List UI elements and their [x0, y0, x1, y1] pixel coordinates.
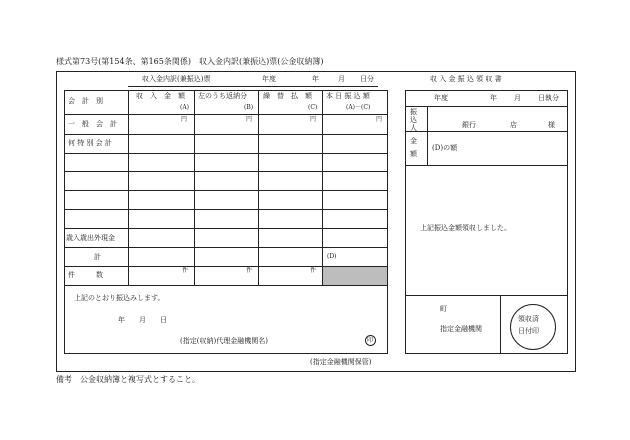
town-label: 町	[440, 305, 447, 313]
row-line-5	[64, 190, 388, 191]
header-shunyu-kingaku: 収 入 金 額	[136, 92, 185, 100]
left-title-underline	[128, 86, 378, 87]
receipt-line-1	[405, 106, 568, 107]
header-honjitsu: 本 日 振 込 額	[326, 92, 370, 100]
received-statement: 上記振込金額領収しました。	[420, 224, 511, 232]
row-line-1	[64, 114, 388, 115]
row-label-kensu: 件 数	[68, 271, 103, 279]
form-number-header: 様式第73号(第154条、第165条関係) 収入金内訳(兼振込)票(公金収納簿)	[56, 57, 324, 66]
ken-unit-a: 件	[182, 267, 189, 274]
stamp-line-2: 日付印	[518, 327, 539, 335]
row-line-7	[64, 228, 388, 229]
keeper-note: (指定金融機関保管)	[310, 358, 372, 366]
col-line-2	[194, 90, 195, 286]
right-form-title: 収 入 金 振 込 領 収 書	[430, 75, 502, 83]
receipt-line-4	[405, 295, 568, 296]
seal-label: 印	[367, 337, 374, 344]
branch-label: 店	[510, 121, 517, 129]
col-line-4	[322, 90, 323, 286]
yen-unit-d: 円	[376, 116, 383, 123]
row-label-ippan: 一 般 会 計	[68, 120, 117, 128]
total-d-code: (D)	[327, 253, 337, 260]
left-month-label: 年	[312, 75, 319, 83]
ken-unit-b: 件	[246, 267, 253, 274]
left-year-label: 年度	[262, 75, 276, 83]
col-line-1	[128, 90, 129, 286]
designated-bank-label: 指定金融機関	[440, 325, 482, 333]
receipt-vline-2	[500, 295, 501, 354]
left-form-title: 収入金内訳(兼振込)票	[142, 75, 211, 83]
stamp-line-1: 領収済	[518, 315, 539, 323]
row-line-4	[64, 171, 388, 172]
row-line-6	[64, 209, 388, 210]
header-henno-code: (B)	[244, 104, 254, 111]
receipt-day-label: 月	[514, 94, 521, 102]
header-kurikae: 繰 替 払 額	[263, 92, 312, 100]
d-amount-label: (D)の額	[432, 144, 458, 152]
left-day-label: 月	[338, 75, 345, 83]
sama-label: 様	[548, 121, 555, 129]
yen-unit-c: 円	[310, 116, 317, 123]
agent-bank-name: (指定(収納)代理金融機関名)	[180, 337, 268, 345]
bank-label: 銀行	[462, 121, 476, 129]
receipt-line-3	[405, 165, 568, 166]
receipt-year-label: 年度	[434, 94, 448, 102]
yen-unit-a: 円	[181, 116, 188, 123]
col-line-3	[258, 90, 259, 286]
receipt-vline-1	[427, 106, 428, 165]
row-line-8	[64, 247, 388, 248]
row-line-3	[64, 153, 388, 154]
header-honjitsu-code: (A)－(C)	[346, 104, 371, 111]
remittance-date: 年 月 日	[118, 316, 167, 324]
furikomi-nin-label: 振込人	[410, 108, 417, 132]
row-label-nani: 何 特 別 会 計	[68, 139, 112, 147]
ken-unit-c: 件	[310, 267, 317, 274]
receipt-bunnen: 日執分	[538, 94, 559, 102]
remittance-statement: 上記のとおり振込みします。	[74, 294, 165, 302]
row-label-kei: 計	[94, 253, 101, 261]
header-henno: 左のうち返納分	[198, 92, 247, 100]
header-kaikei-betsu: 会 計 別	[68, 97, 103, 105]
receipt-line-2	[405, 131, 568, 132]
row-label-saishutsu: 歳入歳出外現金	[66, 234, 115, 242]
left-day-suffix: 日分	[360, 75, 374, 83]
remarks-note: 備考 公金収納簿と複写式とすること。	[56, 375, 200, 384]
header-kurikae-code: (C)	[308, 104, 318, 111]
shaded-cell	[323, 267, 387, 285]
yen-unit-b: 円	[246, 116, 253, 123]
receipt-month-label: 年	[490, 94, 497, 102]
kingaku-label: 金額	[410, 137, 417, 158]
header-shunyu-code: (A)	[180, 104, 190, 111]
row-line-2	[64, 134, 388, 135]
